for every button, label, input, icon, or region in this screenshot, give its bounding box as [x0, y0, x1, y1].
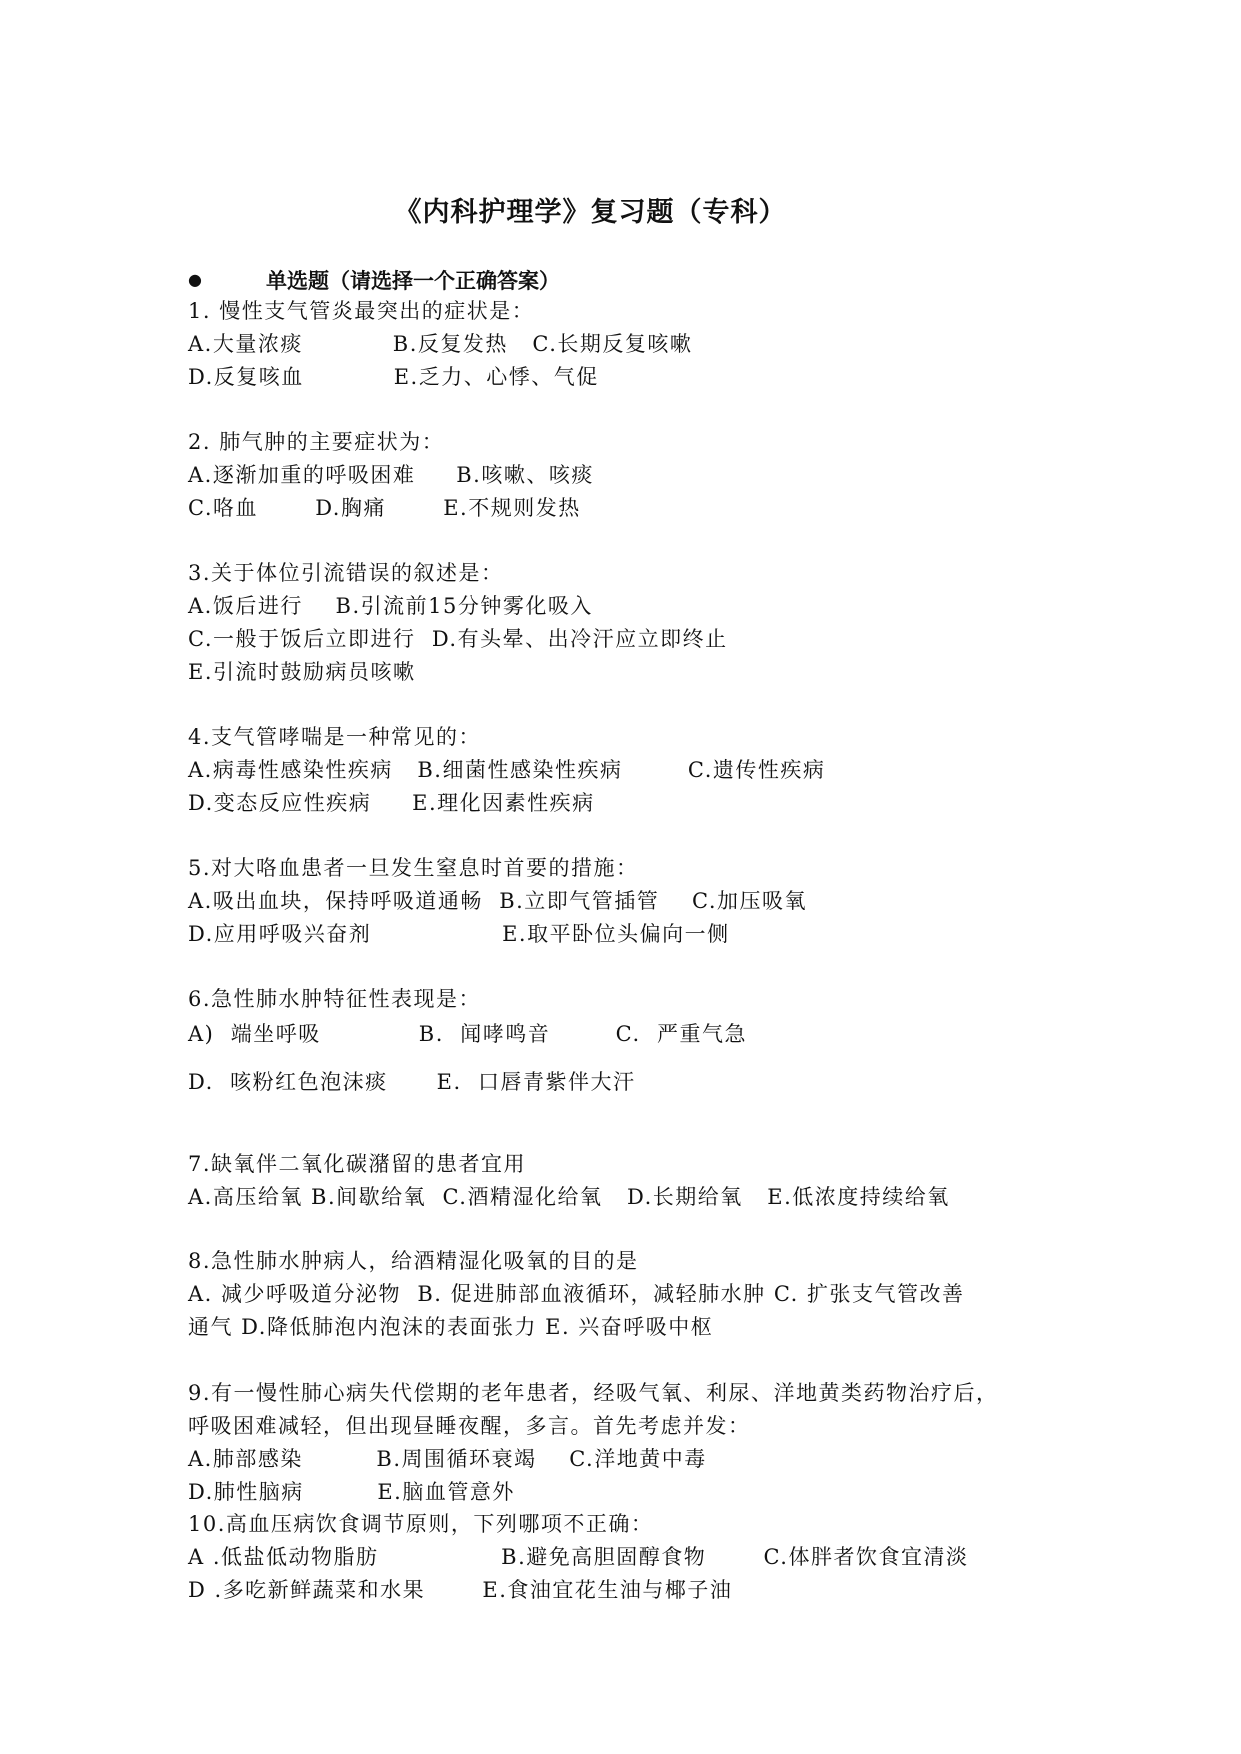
question-5-options-line: A.吸出血块，保持呼吸道通畅 B.立即气管插管 C.加压吸氧 — [188, 889, 807, 913]
question-6-options-line: A) 端坐呼吸 B. 闻哮鸣音 C. 严重气急 — [188, 1022, 748, 1046]
question-3-options-line: A.饭后进行 B.引流前15分钟雾化吸入 — [188, 594, 593, 618]
question-4-options-line: A.病毒性感染性疾病 B.细菌性感染性疾病 C.遗传性疾病 — [188, 758, 826, 782]
page-title: 《内科护理学》复习题（专科） — [394, 197, 787, 228]
question-8-options-line: 通气 D.降低肺泡内泡沫的表面张力 E. 兴奋呼吸中枢 — [188, 1315, 714, 1339]
question-2-stem: 2. 肺气肿的主要症状为： — [188, 430, 445, 454]
question-4-options-line: D.变态反应性疾病 E.理化因素性疾病 — [188, 791, 595, 815]
question-10-options-line: A .低盐低动物脂肪 B.避免高胆固醇食物 C.体胖者饮食宜清淡 — [188, 1545, 969, 1569]
question-5-options-line: D.应用呼吸兴奋剂 E.取平卧位头偏向一侧 — [188, 922, 730, 946]
question-1-stem: 1. 慢性支气管炎最突出的症状是： — [188, 299, 535, 323]
question-6-options-line: D. 咳粉红色泡沫痰 E. 口唇青紫伴大汗 — [188, 1070, 636, 1094]
question-8-stem: 8.急性肺水肿病人，给酒精湿化吸氧的目的是 — [188, 1249, 639, 1273]
question-1-options-line: A.大量浓痰 B.反复发热 C.长期反复咳嗽 — [188, 332, 693, 356]
question-5-stem: 5.对大咯血患者一旦发生窒息时首要的措施： — [188, 856, 639, 880]
section-heading-text: 单选题（请选择一个正确答案） — [266, 268, 560, 293]
question-10-stem: 10.高血压病饮食调节原则，下列哪项不正确： — [188, 1512, 654, 1536]
question-9-options-line: A.肺部感染 B.周围循环衰竭 C.洋地黄中毒 — [188, 1447, 707, 1471]
question-6-stem: 6.急性肺水肿特征性表现是： — [188, 987, 482, 1011]
question-2-options-line: C.咯血 D.胸痛 E.不规则发热 — [188, 496, 581, 520]
question-7-stem: 7.缺氧伴二氧化碳潴留的患者宜用 — [188, 1152, 527, 1176]
section-heading — [188, 265, 560, 295]
question-4-stem: 4.支气管哮喘是一种常见的： — [188, 725, 482, 749]
question-7-options-line: A.高压给氧 B.间歇给氧 C.酒精湿化给氧 D.长期给氧 E.低浓度持续给氧 — [188, 1185, 950, 1209]
question-3-options-line: C.一般于饭后立即进行 D.有头晕、出冷汗应立即终止 — [188, 627, 728, 651]
bullet-icon: ● — [188, 270, 202, 289]
question-1-options-line: D.反复咳血 E.乏力、心悸、气促 — [188, 365, 599, 389]
question-10-options-line: D .多吃新鲜蔬菜和水果 E.食油宜花生油与椰子油 — [188, 1578, 733, 1602]
question-3-stem: 3.关于体位引流错误的叙述是： — [188, 561, 504, 585]
question-9-stem: 9.有一慢性肺心病失代偿期的老年患者，经吸气氧、利尿、洋地黄类药物治疗后， — [188, 1381, 999, 1405]
question-2-options-line: A.逐渐加重的呼吸困难 B.咳嗽、咳痰 — [188, 463, 594, 487]
question-3-options-line: E.引流时鼓励病员咳嗽 — [188, 660, 416, 684]
question-9-stem: 呼吸困难减轻，但出现昼睡夜醒，多言。首先考虑并发： — [188, 1414, 751, 1438]
question-9-options-line: D.肺性脑病 E.脑血管意外 — [188, 1480, 515, 1504]
question-8-options-line: A. 减少呼吸道分泌物 B. 促进肺部血液循环，减轻肺水肿 C. 扩张支气管改善 — [188, 1282, 965, 1306]
